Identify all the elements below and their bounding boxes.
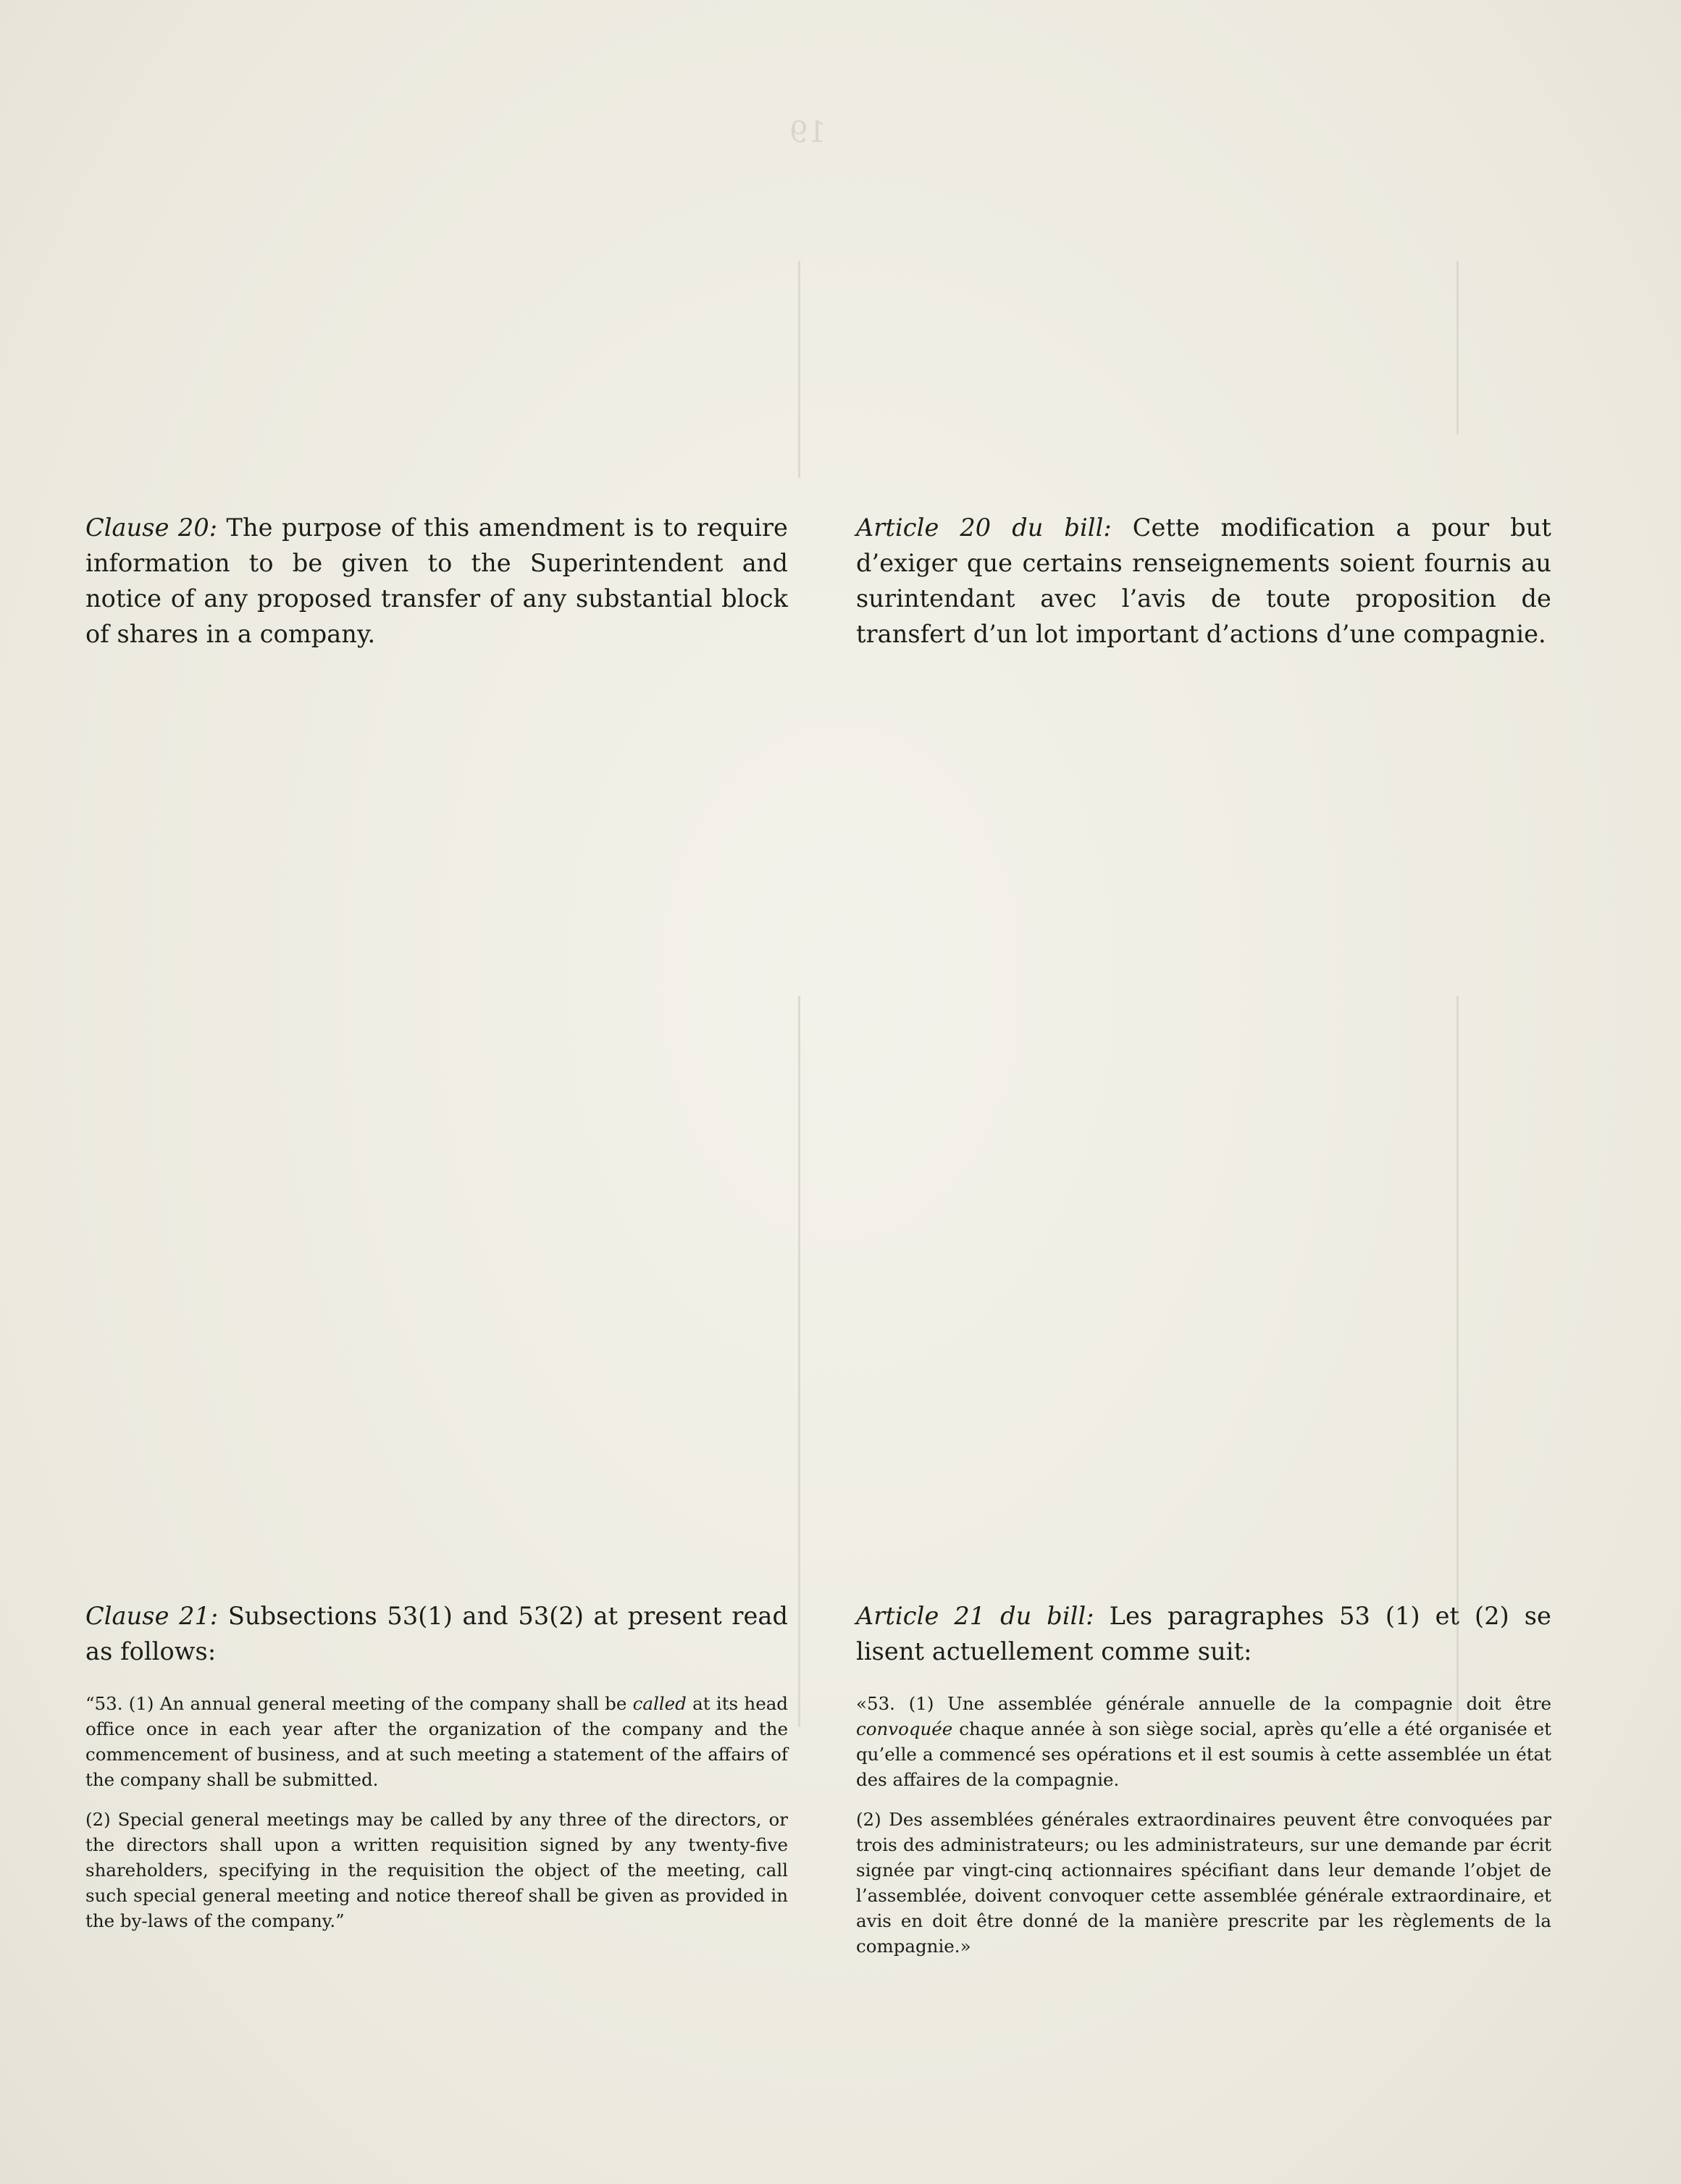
clause-21-text: Subsections 53(1) and 53(2) at present read as follows: [85,1602,789,1666]
called-term: called [632,1693,687,1714]
clause-20-english [85,510,788,652]
article-20-title: Article 20 du bill: [856,513,1112,542]
section-53-1-text-end: at its head office once in each year after the organization of the company and the commencement of business, and at such meeting a statement of the affairs of the company shall be submitted. [85,1693,788,1790]
section-53-1-quote [85,1691,788,1792]
paragraphe-53-2-quote: (2) Des assemblées générales extraordinaires peuvent être convoquées par trois des administrateurs; ou les administrateurs, sur une demande par écrit signée par vingt-cinq actionnaires spécifiant dans leur demande l’objet de l’assemblée, doivent convoquer cette assemblée générale extraordinaire, et avis en doit être donné de la manière prescrite par les règlements de la compagnie.» [856,1809,1551,1957]
article-21-text: Les paragraphes 53 (1) et (2) se lisent actuellement comme suit: [856,1602,1551,1666]
article-20-note [856,510,1551,652]
article-21-french [856,1598,1551,1959]
bleed-through-rule [798,261,800,478]
clause-21-title: Clause 21: [85,1602,219,1630]
section-53-2-quote: (2) Special general meetings may be called by any three of the directors, or the directors shall upon a written requisition signed by any twenty-five shareholders, specifying in the requisition the object of the meeting, call such special general meeting and notice thereof shall be given as provided in the by-laws of the company.” [85,1809,788,1931]
clause-20-note [85,510,788,652]
article-21-note [856,1598,1551,1669]
paragraphe-53-1-quote [856,1691,1551,1792]
section-53-1-text-start: “53. (1) An annual general meeting of the company shall be [85,1693,627,1714]
clause-20-title: Clause 20: [85,513,218,542]
clause-21-note [85,1598,788,1669]
clause-20-text: The purpose of this amendment is to require information to be given to the Superintendent and notice of any proposed transfer of any substantial block of shares in a company. [85,513,788,648]
clause-21-english [85,1598,788,1933]
article-20-text: Cette modification a pour but d’exiger que certains renseignements soient fournis au surintendant avec l’avis de toute proposition de transfert d’un lot important d’actions d’une compagnie. [856,513,1551,648]
convoquee-term: convoquée [856,1718,953,1739]
paragraphe-53-1-text-end: chaque année à son siège social, après qu’elle a été organisée et qu’elle a commencé ses opérations et il est soumis à cette assemblée un état des affaires de la compagnie. [856,1718,1551,1790]
bleed-through-rule [1456,261,1459,434]
article-21-title: Article 21 du bill: [856,1602,1094,1630]
paragraphe-53-1-text-start: «53. (1) Une assemblée générale annuelle de la compagnie doit être [856,1693,1551,1714]
bleed-through-rule [798,996,800,1727]
page-number: 19 [789,116,826,149]
article-20-french [856,510,1551,652]
